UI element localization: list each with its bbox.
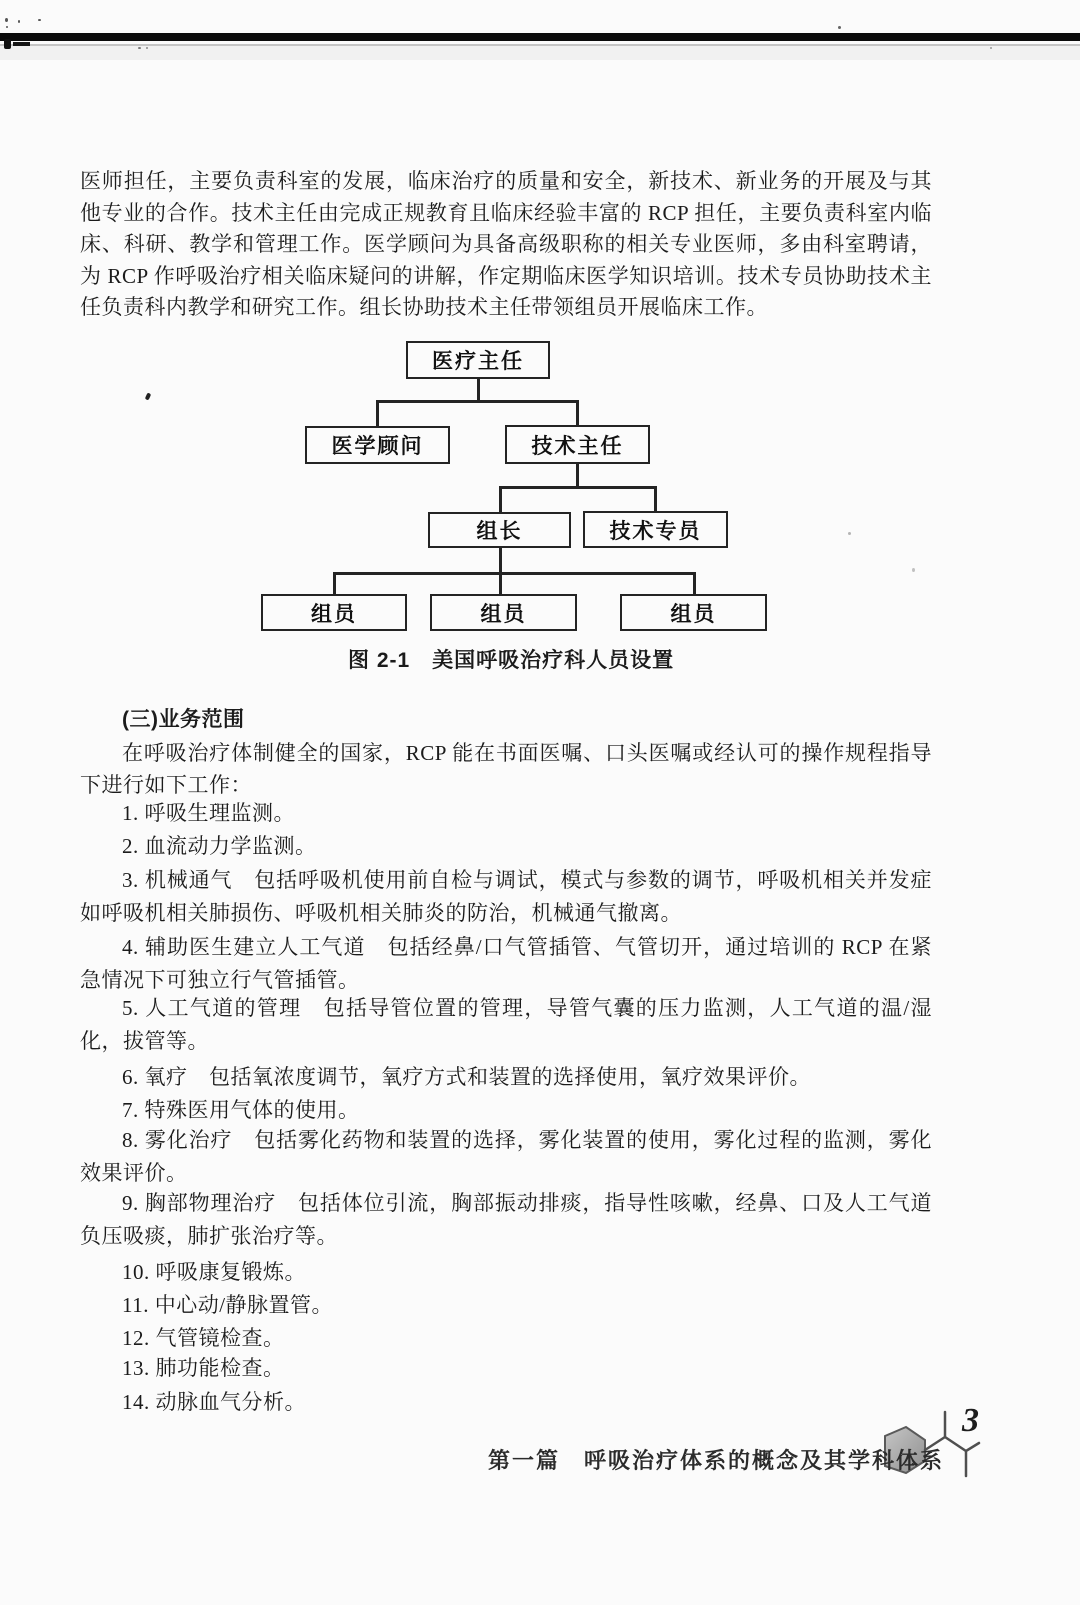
list-item: 7. 特殊医用气体的使用。 — [122, 1098, 360, 1122]
connector-line — [477, 378, 480, 402]
connector-line — [333, 572, 336, 595]
body-paragraph: 医师担任，主要负责科室的发展，临床治疗的质量和安全，新技术、新业务的开展及与其他专业的合作。技术主任由完成正规教育且临床经验丰富的 RCP 担任，主要负责科室内临床、科研、教学和管理工作。医学顾问为具备高级职称的相关专业医师，多由科室聘请，为 RCP 作呼吸治疗相关临床疑问的讲解，作定期临床医学知识培训。技术专员协助技术主任负责科内教学和研究工作。组长协助技术主任带领组员开展临床工作。 — [80, 169, 932, 319]
scan-grey-band — [0, 46, 1080, 60]
section-heading: (三)业务范围 — [122, 708, 245, 731]
list-item: 3. 机械通气 包括呼吸机使用前自检与调试，模式与参数的调节，呼吸机相关并发症如呼吸机相关肺损伤、呼吸机相关肺炎的防治，机械通气撤离。 — [80, 868, 932, 925]
org-node-team-leader: 组长 — [428, 512, 571, 548]
scan-speck — [912, 568, 915, 572]
connector-line — [576, 400, 579, 426]
scan-speck — [5, 18, 8, 22]
page-number: 3 — [962, 1402, 979, 1439]
scan-speck — [838, 26, 841, 29]
connector-line — [693, 572, 696, 595]
list-item: 5. 人工气道的管理 包括导管位置的管理，导管气囊的压力监测，人工气道的温/湿化，拔管等。 — [80, 996, 932, 1053]
footer-title: 呼吸治疗体系的概念及其学科体系 — [584, 1448, 945, 1473]
org-node-medical-consultant: 医学顾问 — [305, 426, 450, 464]
scan-speck — [990, 47, 992, 49]
connector-line — [576, 463, 579, 487]
list-item: 8. 雾化治疗 包括雾化药物和装置的选择，雾化装置的使用，雾化过程的监测，雾化效果评价。 — [80, 1128, 932, 1185]
scan-speck — [18, 20, 20, 23]
footer-running-title — [488, 1444, 944, 1475]
list-item: 4. 辅助医生建立人工气道 包括经鼻/口气管插管、气管切开，通过培训的 RCP 在紧急情况下可独立行气管插管。 — [80, 935, 932, 992]
org-node-medical-director: 医疗主任 — [406, 341, 550, 379]
list-item: 1. 呼吸生理监测。 — [122, 801, 295, 825]
scan-ink-blob — [4, 39, 11, 49]
org-node-member-1: 组员 — [261, 594, 407, 631]
connector-line — [376, 400, 379, 428]
scan-speck — [848, 532, 851, 535]
connector-line — [376, 400, 578, 403]
figure-caption: 图 2-1 美国呼吸治疗科人员设置 — [348, 649, 675, 672]
connector-line — [499, 572, 502, 595]
list-item: 11. 中心动/静脉置管。 — [122, 1293, 334, 1317]
scan-speck — [6, 26, 8, 28]
list-item: 2. 血流动力学监测。 — [122, 834, 317, 858]
connector-line — [333, 572, 695, 575]
list-item: 6. 氧疗 包括氧浓度调节，氧疗方式和装置的选择使用，氧疗效果评价。 — [122, 1065, 811, 1089]
org-node-member-2: 组员 — [430, 594, 577, 631]
connector-line — [499, 486, 502, 513]
scan-black-bar — [0, 33, 1080, 41]
scan-speck — [38, 19, 41, 21]
org-node-technical-specialist: 技术专员 — [583, 511, 728, 548]
scan-speck — [146, 47, 148, 49]
org-node-member-3: 组员 — [620, 594, 767, 631]
list-item: 12. 气管镜检查。 — [122, 1326, 285, 1350]
scan-speck — [138, 47, 141, 49]
scan-speck — [145, 392, 152, 400]
list-item: 9. 胸部物理治疗 包括体位引流，胸部振动排痰，指导性咳嗽，经鼻、口及人工气道负压吸痰，肺扩张治疗等。 — [80, 1191, 932, 1248]
connector-line — [499, 486, 657, 489]
connector-line — [654, 486, 657, 512]
section-intro: 在呼吸治疗体制健全的国家，RCP 能在书面医嘱、口头医嘱或经认可的操作规程指导下进行如下工作： — [80, 741, 932, 797]
footer-part-label: 第一篇 — [488, 1448, 561, 1473]
connector-line — [499, 547, 502, 574]
list-item: 14. 动脉血气分析。 — [122, 1390, 306, 1414]
list-item: 13. 肺功能检查。 — [122, 1356, 285, 1380]
org-node-technical-director: 技术主任 — [505, 425, 650, 464]
list-item: 10. 呼吸康复锻炼。 — [122, 1260, 306, 1284]
scan-ink-dash — [13, 42, 30, 46]
